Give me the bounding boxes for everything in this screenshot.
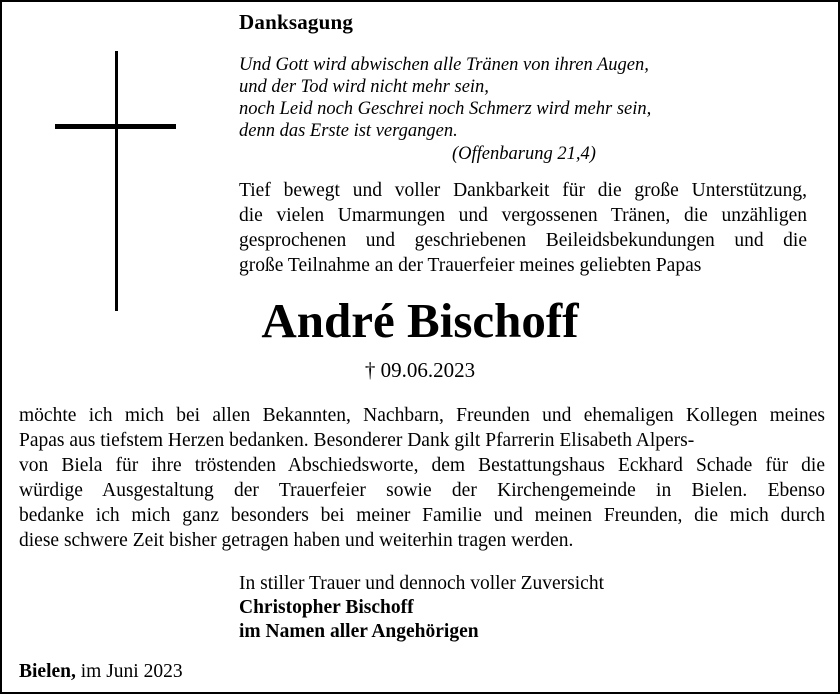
place-name: Bielen, — [19, 661, 76, 682]
text-line: die vielen Umarmungen und vergossenen Tränen, die unzähligen — [239, 205, 807, 226]
text-line: In stiller Trauer und dennoch voller Zuversicht — [239, 573, 605, 594]
text-line: Papas aus tiefstem Herzen bedanken. Besonderer Dank gilt Pfarrerin Elisabeth Alpers- — [19, 430, 695, 451]
closing-block — [239, 572, 604, 644]
notice-title: Danksagung — [239, 10, 354, 34]
text-line: noch Leid noch Geschrei noch Schmerz wird mehr sein, — [239, 99, 652, 119]
deceased-name: André Bischoff — [261, 293, 579, 348]
intro-paragraph — [239, 178, 807, 278]
place-date-line — [19, 660, 183, 684]
bible-quote — [239, 54, 651, 142]
death-date: † 09.06.2023 — [364, 358, 476, 382]
text-line: möchte ich mich bei allen Bekannten, Nachbarn, Freunden und ehemaligen Kollegen meines — [19, 405, 825, 426]
text-line: diese schwere Zeit bisher getragen haben und weiterhin tragen werden. — [19, 530, 574, 551]
footer-date: im Juni 2023 — [75, 661, 183, 682]
text-line: würdige Ausgestaltung der Trauerfeier sowie der Kirchengemeinde in Bielen. Ebenso — [19, 480, 825, 501]
text-line: gesprochenen und geschriebenen Beileidsbekundungen und die — [239, 230, 807, 251]
text-line: denn das Erste ist vergangen. — [239, 121, 458, 141]
text-line: von Biela für ihre tröstenden Abschiedsworte, dem Bestattungshaus Eckhard Schade für die — [19, 455, 825, 476]
bible-quote-source: (Offenbarung 21,4) — [452, 144, 596, 164]
text-line: große Teilnahme an der Trauerfeier meines geliebten Papas — [239, 255, 702, 276]
body-paragraph — [19, 403, 825, 553]
text-line: Christopher Bischoff — [239, 597, 414, 618]
cross-icon-vertical-bar — [115, 51, 118, 311]
cross-icon-horizontal-bar — [55, 124, 176, 129]
text-line: im Namen aller Angehörigen — [239, 621, 479, 642]
text-line: Tief bewegt und voller Dankbarkeit für die große Unterstützung, — [239, 180, 807, 201]
text-line: bedanke ich mich ganz besonders bei meiner Familie und meinen Freunden, die mich durch — [19, 505, 825, 526]
text-line: Und Gott wird abwischen alle Tränen von ihren Augen, — [239, 55, 649, 75]
text-line: und der Tod wird nicht mehr sein, — [239, 77, 489, 97]
